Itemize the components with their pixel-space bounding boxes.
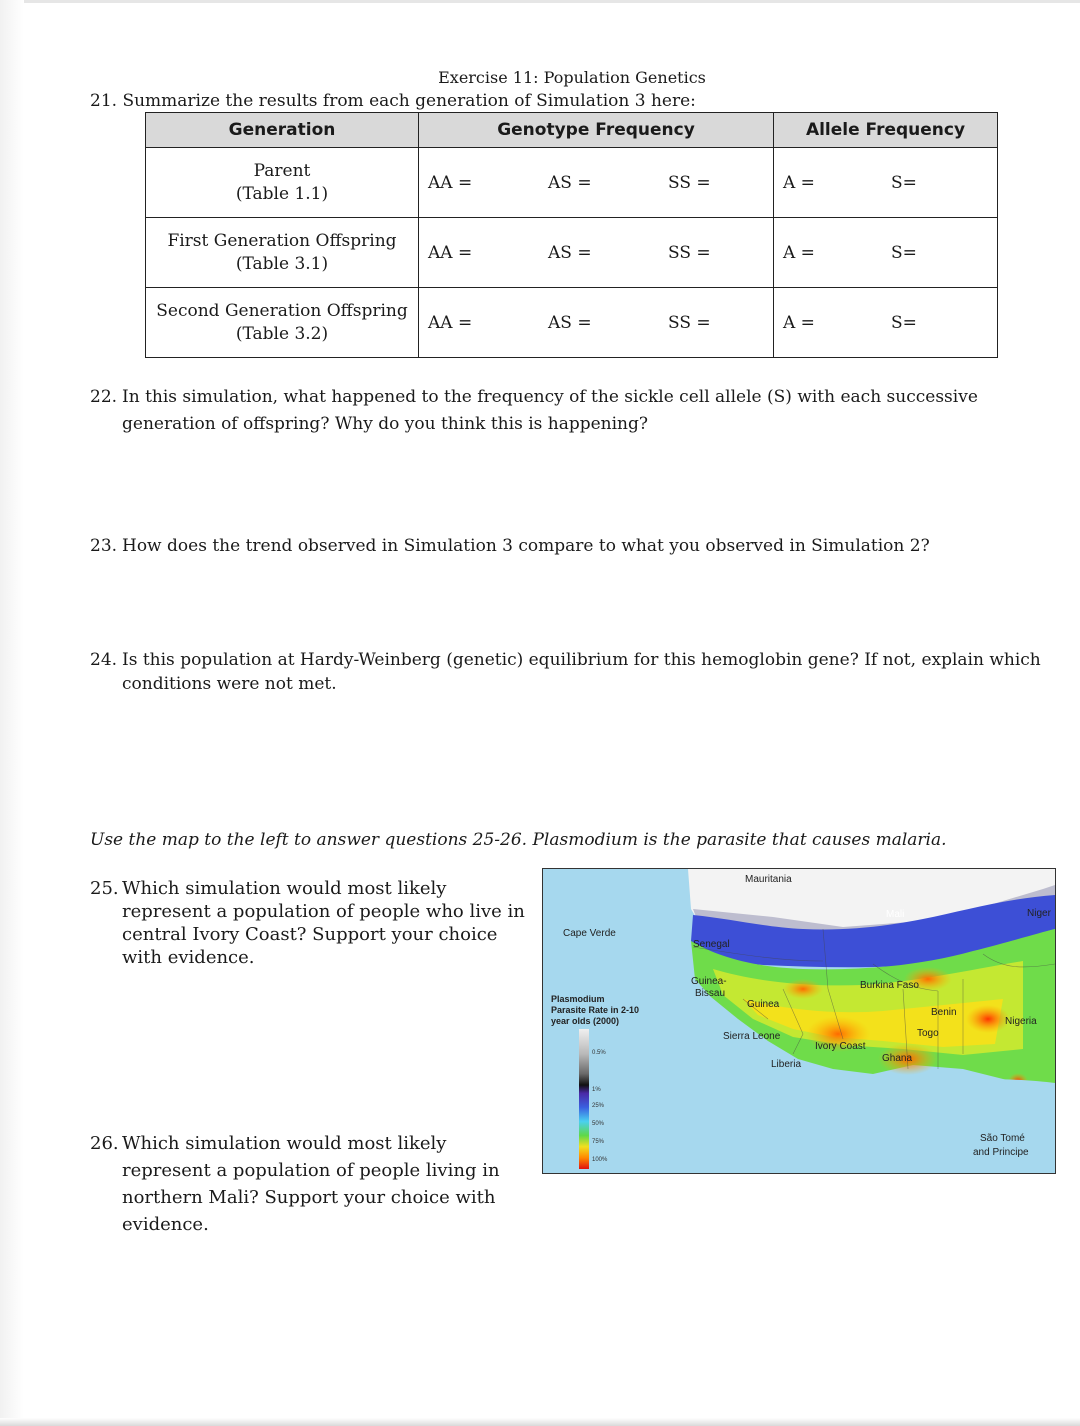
allele-cell: [774, 148, 998, 218]
label-nigeria: Nigeria: [1005, 1016, 1037, 1027]
generation-name: Second Generation Offspring: [156, 300, 408, 321]
legend-tick: 75%: [592, 1139, 605, 1145]
generation-source: (Table 3.2): [235, 323, 329, 344]
a-field[interactable]: A =: [783, 172, 815, 193]
legend-color-bar: [579, 1029, 589, 1169]
table-row: [146, 218, 998, 288]
legend-tick: 100%: [592, 1157, 608, 1163]
map-instructions: Use the map to the left to answer questions 25-26. Plasmodium is the parasite that causes malaria.: [90, 830, 947, 850]
question-26-text: Which simulation would most likely represent a population of people living in northern Mali? Support your choice with evidence.: [122, 1133, 500, 1235]
question-21-text: Summarize the results from each generation of Simulation 3 here:: [122, 91, 696, 111]
label-cape-verde: Cape Verde: [563, 928, 616, 939]
page-title: Exercise 11: Population Genetics: [438, 68, 706, 87]
legend-title: [551, 994, 661, 1027]
s-field[interactable]: S=: [891, 242, 917, 263]
question-21-number: 21.: [90, 91, 118, 111]
generation-cell: [146, 148, 419, 218]
s-field[interactable]: S=: [891, 172, 917, 193]
generation-cell: [146, 218, 419, 288]
question-22-number: 22.: [90, 387, 118, 407]
genotype-cell: [419, 288, 774, 358]
as-field[interactable]: AS =: [548, 242, 592, 263]
label-niger: Niger: [1027, 908, 1051, 919]
label-ghana: Ghana: [882, 1053, 913, 1064]
label-mauritania: Mauritania: [745, 874, 792, 885]
label-mali: Mali: [886, 909, 905, 920]
question-24-text: Is this population at Hardy-Weinberg (genetic) equilibrium for this hemoglobin gene? If not, explain which conditions were not met.: [122, 650, 1041, 694]
legend-tick: 50%: [592, 1121, 605, 1127]
table-row: [146, 148, 998, 218]
table-row: [146, 288, 998, 358]
label-sao-tome-1: São Tomé: [980, 1133, 1025, 1144]
ss-field[interactable]: SS =: [668, 312, 711, 333]
table-header-row: [146, 113, 998, 148]
label-senegal: Senegal: [693, 939, 730, 950]
generation-source: (Table 1.1): [235, 183, 329, 204]
bottom-edge: [0, 1418, 1080, 1426]
legend-tick: 1%: [592, 1087, 601, 1093]
ss-field[interactable]: SS =: [668, 172, 711, 193]
allele-cell: [774, 218, 998, 288]
page-shadow: [0, 0, 24, 1426]
generation-name: Parent: [253, 160, 311, 181]
a-field[interactable]: A =: [783, 242, 815, 263]
question-26-number: 26.: [90, 1133, 119, 1154]
label-benin: Benin: [931, 1007, 957, 1018]
aa-field[interactable]: AA =: [428, 312, 473, 333]
question-26: [90, 1130, 530, 1238]
legend-title-line-2: Parasite Rate in 2-10: [551, 1005, 640, 1015]
question-24: [90, 648, 1050, 696]
question-25-text: Which simulation would most likely represent a population of people who live in central Ivory Coast? Support your choice with evidence.: [122, 878, 525, 968]
label-togo: Togo: [917, 1028, 939, 1039]
question-23: [90, 533, 990, 560]
legend-title-line-3: year olds (2000): [551, 1016, 620, 1026]
malaria-parasite-map: [542, 868, 1056, 1174]
question-25: [90, 877, 530, 969]
a-field[interactable]: A =: [783, 312, 815, 333]
label-sierra-leone: Sierra Leone: [723, 1031, 781, 1042]
label-guinea-bissau-1: Guinea-: [691, 976, 727, 987]
label-guinea-bissau-2: Bissau: [695, 988, 726, 999]
label-sao-tome-2: and Principe: [973, 1147, 1029, 1158]
label-ivory-coast: Ivory Coast: [815, 1041, 866, 1052]
question-21: [90, 88, 696, 115]
label-guinea: Guinea: [747, 999, 780, 1010]
generation-name: First Generation Offspring: [167, 230, 397, 251]
legend-tick: 25%: [592, 1103, 605, 1109]
ss-field[interactable]: SS =: [668, 242, 711, 263]
top-edge: [0, 0, 1080, 3]
header-generation: Generation: [146, 113, 419, 148]
aa-field[interactable]: AA =: [428, 172, 473, 193]
question-23-text: How does the trend observed in Simulation 3 compare to what you observed in Simulation 2?: [122, 536, 930, 556]
question-24-number: 24.: [90, 650, 118, 670]
simulation-results-table: [145, 112, 998, 358]
question-22-text: In this simulation, what happened to the frequency of the sickle cell allele (S) with each successive generation of offspring? Why do you think this is happening?: [122, 387, 978, 434]
allele-cell: [774, 288, 998, 358]
legend-title-line-1: Plasmodium: [551, 994, 605, 1004]
legend-tick: 0.5%: [592, 1050, 606, 1056]
genotype-cell: [419, 148, 774, 218]
label-liberia: Liberia: [771, 1059, 802, 1070]
generation-cell: [146, 288, 419, 358]
label-burkina-faso: Burkina Faso: [860, 980, 919, 991]
question-22: [90, 384, 990, 438]
s-field[interactable]: S=: [891, 312, 917, 333]
question-23-number: 23.: [90, 536, 118, 556]
as-field[interactable]: AS =: [548, 312, 592, 333]
aa-field[interactable]: AA =: [428, 242, 473, 263]
header-genotype-frequency: Genotype Frequency: [419, 113, 774, 148]
genotype-cell: [419, 218, 774, 288]
generation-source: (Table 3.1): [235, 253, 329, 274]
as-field[interactable]: AS =: [548, 172, 592, 193]
question-25-number: 25.: [90, 878, 119, 899]
header-allele-frequency: Allele Frequency: [774, 113, 998, 148]
